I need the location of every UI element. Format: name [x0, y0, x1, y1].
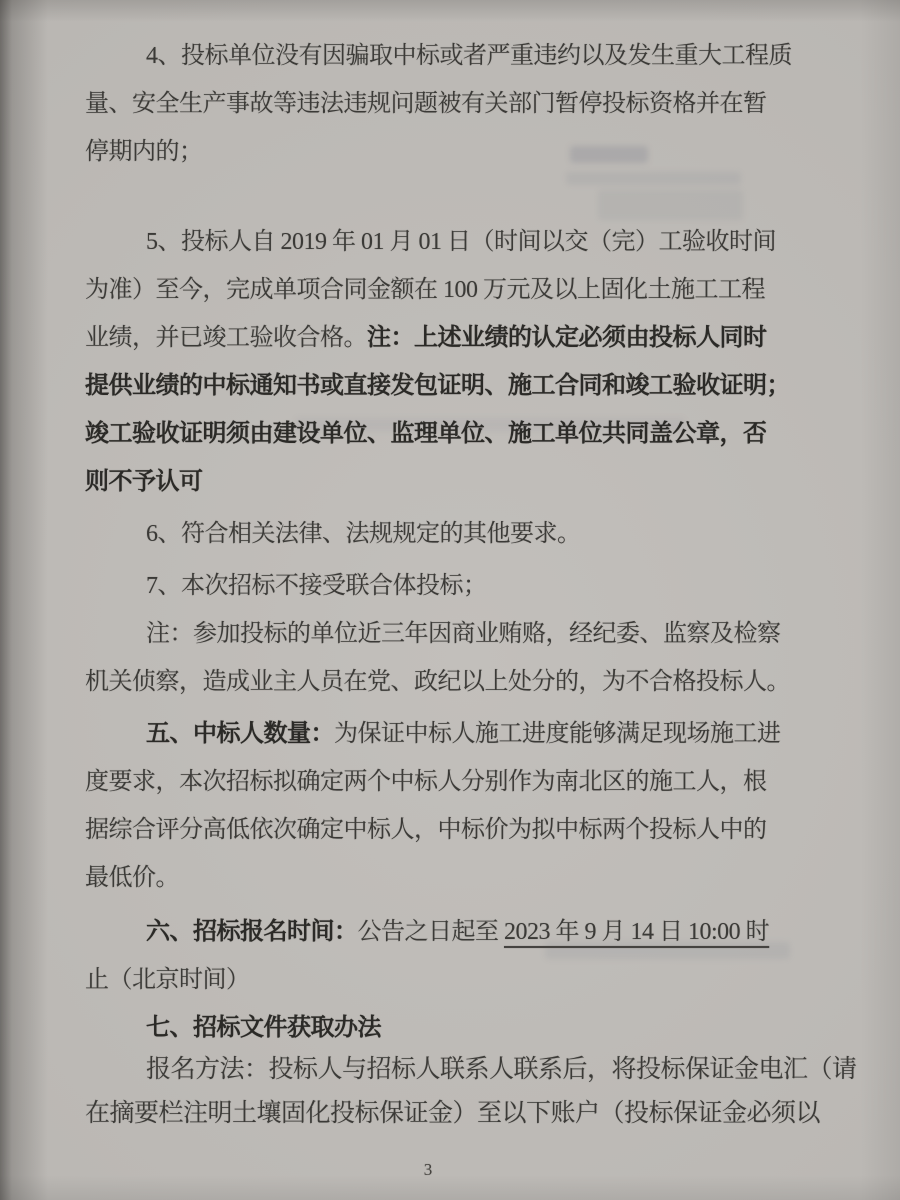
text-segment: 2023 年 9 月 14 日 10:00 时 — [504, 919, 770, 945]
text-line — [0, 806, 900, 854]
text-line — [0, 610, 900, 658]
text-segment: 5、投标人自 2019 年 01 月 01 日（时间以交（完）工验收时间 — [146, 229, 776, 255]
text-line — [0, 1048, 900, 1092]
text-line — [0, 1092, 900, 1136]
text-segment: 竣工验收证明须由建设单位、监理单位、施工单位共同盖公章，否 — [85, 421, 767, 447]
text-segment: 止（北京时间） — [85, 967, 250, 993]
document-lines — [0, 32, 900, 1136]
text-line — [0, 32, 900, 80]
text-segment: 则不予认可 — [85, 469, 203, 495]
text-segment: 注：参加投标的单位近三年因商业贿赂，经纪委、监察及检察 — [146, 621, 781, 647]
text-segment: 7、本次招标不接受联合体投标； — [146, 573, 487, 599]
text-segment: 6、符合相关法律、法规规定的其他要求。 — [146, 521, 581, 547]
text-segment: 六、招标报名时间： — [146, 919, 358, 945]
text-segment: 量、安全生产事故等违法违规问题被有关部门暂停投标资格并在暂 — [85, 91, 767, 117]
text-line — [0, 314, 900, 362]
text-segment: 注：上述业绩的认定必须由投标人同时 — [367, 325, 767, 351]
text-segment: 最低价。 — [85, 865, 179, 891]
text-line — [0, 80, 900, 128]
text-segment: 停期内的； — [85, 139, 203, 165]
text-segment: 据综合评分高低依次确定中标人，中标价为拟中标两个投标人中的 — [85, 817, 767, 843]
text-segment: 五、中标人数量： — [146, 721, 334, 747]
text-line — [0, 562, 900, 610]
text-line — [0, 758, 900, 806]
text-line — [0, 710, 900, 758]
text-segment: 提供业绩的中标通知书或直接发包证明、施工合同和竣工验收证明； — [85, 373, 790, 399]
text-line — [0, 908, 900, 956]
text-line — [0, 218, 900, 266]
text-segment: 为准）至今，完成单项合同金额在 100 万元及以上固化土施工工程 — [85, 277, 765, 303]
text-segment: 为保证中标人施工进度能够满足现场施工进 — [334, 721, 781, 747]
text-segment: 在摘要栏注明土壤固化投标保证金）至以下账户（投标保证金必须以 — [85, 1100, 821, 1127]
text-segment: 4、投标单位没有因骗取中标或者严重违约以及发生重大工程质 — [146, 43, 792, 69]
text-segment: 七、招标文件获取办法 — [146, 1015, 381, 1041]
page-number: 3 — [423, 1160, 433, 1179]
text-segment: 公告之日起至 — [357, 919, 504, 945]
text-line — [0, 1004, 900, 1052]
text-line — [0, 854, 900, 902]
text-line — [0, 266, 900, 314]
text-line — [0, 956, 900, 1004]
text-segment: 业绩，并已竣工验收合格。 — [85, 325, 367, 351]
text-line — [0, 410, 900, 458]
text-line — [0, 362, 900, 410]
text-segment: 报名方法：投标人与招标人联系人联系后，将投标保证金电汇（请 — [146, 1056, 857, 1083]
text-line — [0, 658, 900, 706]
text-line — [0, 128, 900, 176]
text-line — [0, 510, 900, 558]
text-segment: 机关侦察，造成业主人员在党、政纪以上处分的，为不合格投标人。 — [85, 669, 790, 695]
text-line — [0, 458, 900, 506]
text-segment: 度要求，本次招标拟确定两个中标人分别作为南北区的施工人，根 — [85, 769, 767, 795]
